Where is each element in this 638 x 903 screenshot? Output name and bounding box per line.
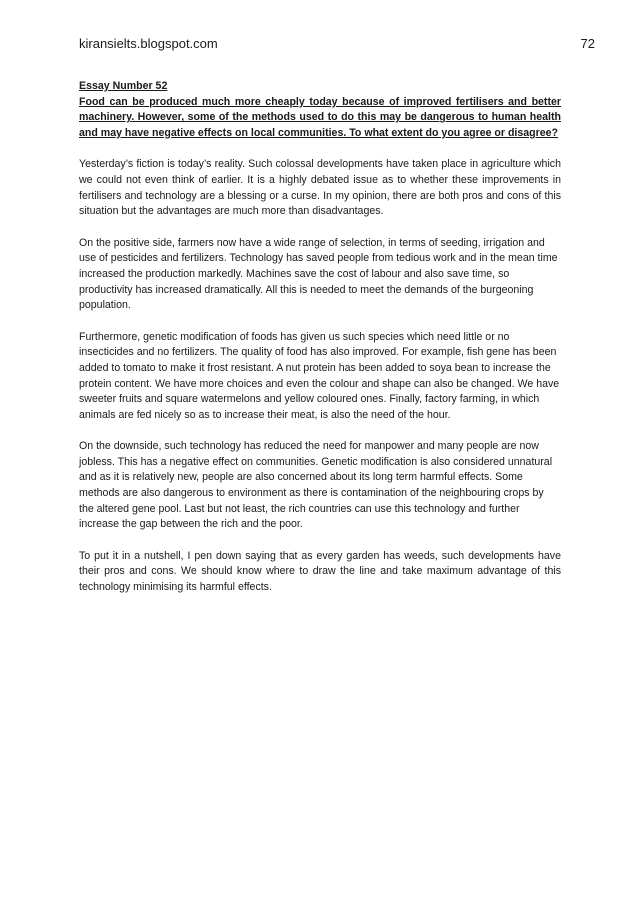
essay-content: [79, 79, 561, 612]
essay-paragraph-positive: On the positive side, farmers now have a wide range of selection, in terms of seeding, irrigation and use of pesticides and fertilizers. Technology has saved people from tedious work and in the mean time increased the production markedly. Machines save the cost of labour and also save time, so productivity has increased dramatically. All this is needed to meet the demands of the burgeoning population.: [79, 236, 558, 312]
page-number: 72: [580, 36, 595, 51]
header-site-name: kiransielts.blogspot.com: [79, 36, 218, 51]
essay-paragraph-intro: Yesterday’s fiction is today’s reality. Such colossal developments have taken place in agriculture which we could not even think of earlier. It is a highly debated issue as to whether these improvements in fertilisers and technology are a blessing or a curse. In my opinion, there are both pros and cons of this situation but the advantages are much more than disadvantages.: [79, 158, 561, 218]
essay-paragraph-downside: On the downside, such technology has reduced the need for manpower and many people are now jobless. This has a negative effect on communities. Genetic modification is also considered unnatural and as it is relatively new, people are also concerned about its long term harmful effects. Some methods are also dangerous to environment as there is contamination of the neighbouring crops by the altered gene pool. Last but not least, the rich countries can use this technology and further increase the gap between the rich and the poor.: [79, 440, 553, 531]
essay-number-heading: Essay Number 52: [79, 80, 168, 92]
essay-paragraph-conclusion: To put it in a nutshell, I pen down saying that as every garden has weeds, such developments have their pros and cons. We should know where to draw the line and take maximum advantage of this technology minimising its harmful effects.: [79, 549, 561, 594]
essay-prompt: Food can be produced much more cheaply today because of improved fertilisers and better machinery. However, some of the methods used to do this may be dangerous to human health and may have negative effects on local communities. To what extent do you agree or disagree?: [79, 95, 561, 139]
essay-paragraph-furthermore: Furthermore, genetic modification of foods has given us such species which need little or no insecticides and no fertilizers. The quality of food has also improved. For example, fish gene has been added to tomato to make it frost resistant. A nut protein has been added to soya bean to increase the protein content. We have more choices and even the colour and shape can also be changed. We have sweeter fruits and square watermelons and yellow coloured ones. Finally, factory farming, in which animals are fed nicely so as to increase their meat, is also the need of the hour.: [79, 330, 560, 421]
